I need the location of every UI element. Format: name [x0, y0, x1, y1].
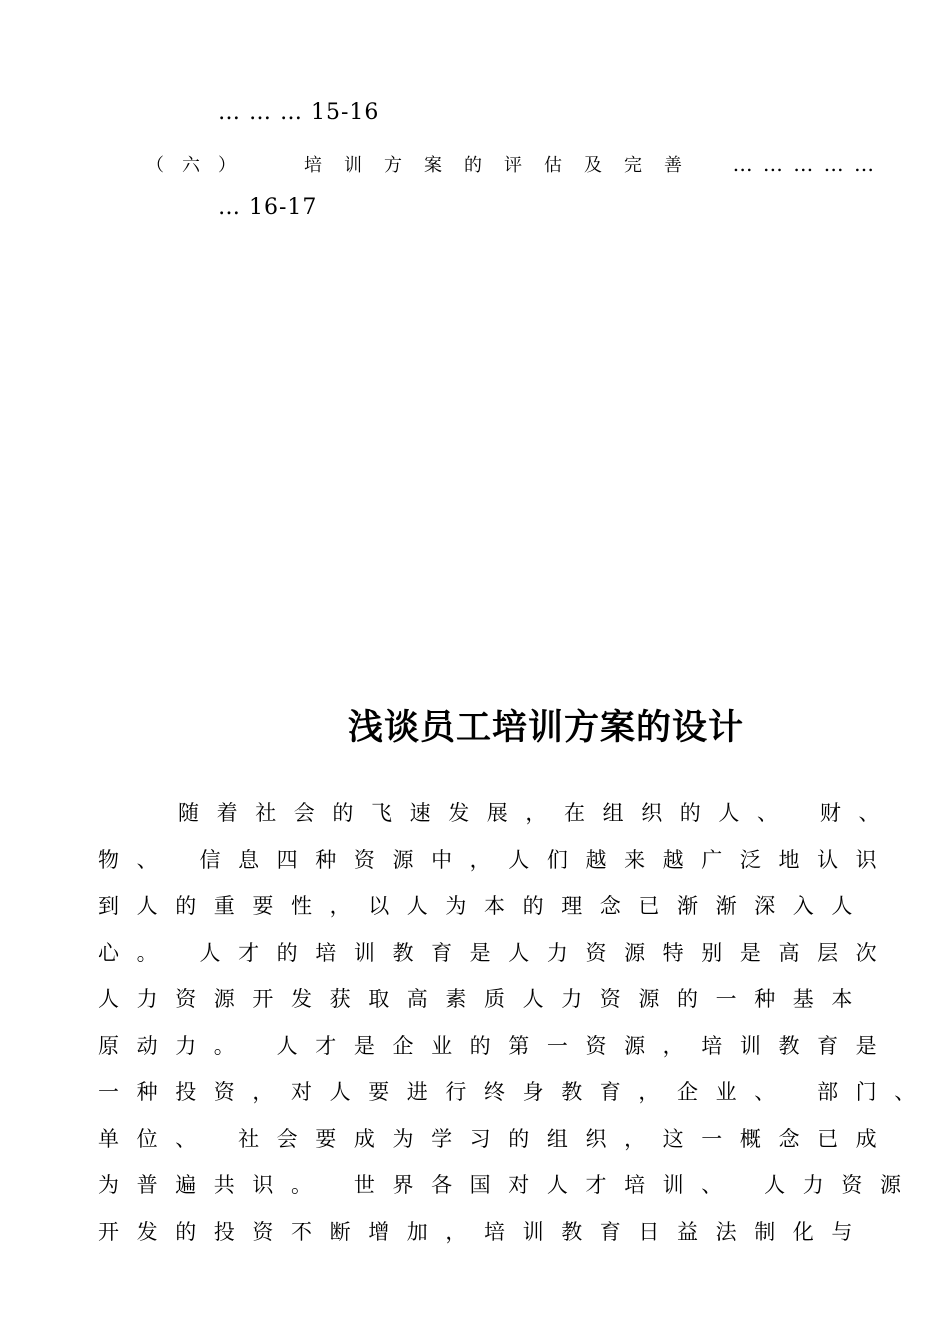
paragraph-line: 开发的投资不断增加，培训教育日益法制化与	[98, 1219, 870, 1244]
paragraph-line: 随着社会的飞速发展，在组织的人、 财、	[178, 801, 898, 825]
paragraph-line: 到人的重要性，以人为本的理念已渐渐深入人	[98, 894, 870, 918]
document-title: 浅谈员工培训方案的设计	[348, 708, 745, 748]
paragraph-line: 单位、 社会要成为学习的组织，这一概念已成	[98, 1126, 895, 1151]
toc-entry-title: 培训方案的评估及完善	[304, 155, 704, 176]
toc-entry-leader: … … … … …	[732, 152, 876, 176]
paragraph-line: 心。 人才的培训教育是人力资源特别是高层次	[98, 940, 895, 965]
paragraph-line: 为普遍共识。 世界各国对人才培训、 人力资源	[98, 1173, 919, 1197]
body-paragraph	[98, 798, 933, 1263]
paragraph-line: 原动力。 人才是企业的第一资源，培训教育是	[98, 1033, 895, 1058]
paragraph-line: 物、 信息四种资源中，人们越来越广泛地认识	[98, 847, 895, 872]
toc-continuation-line: … … … 15-16	[218, 100, 380, 125]
paragraph-line: 人力资源开发获取高素质人力资源的一种基本	[98, 987, 870, 1011]
toc-entry-number: （六）	[146, 155, 254, 176]
paragraph-line: 一种投资，对人要进行终身教育，企业、 部门、	[98, 1080, 933, 1104]
toc-entry	[146, 151, 876, 177]
toc-page-range-line: … 16-17	[218, 195, 318, 220]
